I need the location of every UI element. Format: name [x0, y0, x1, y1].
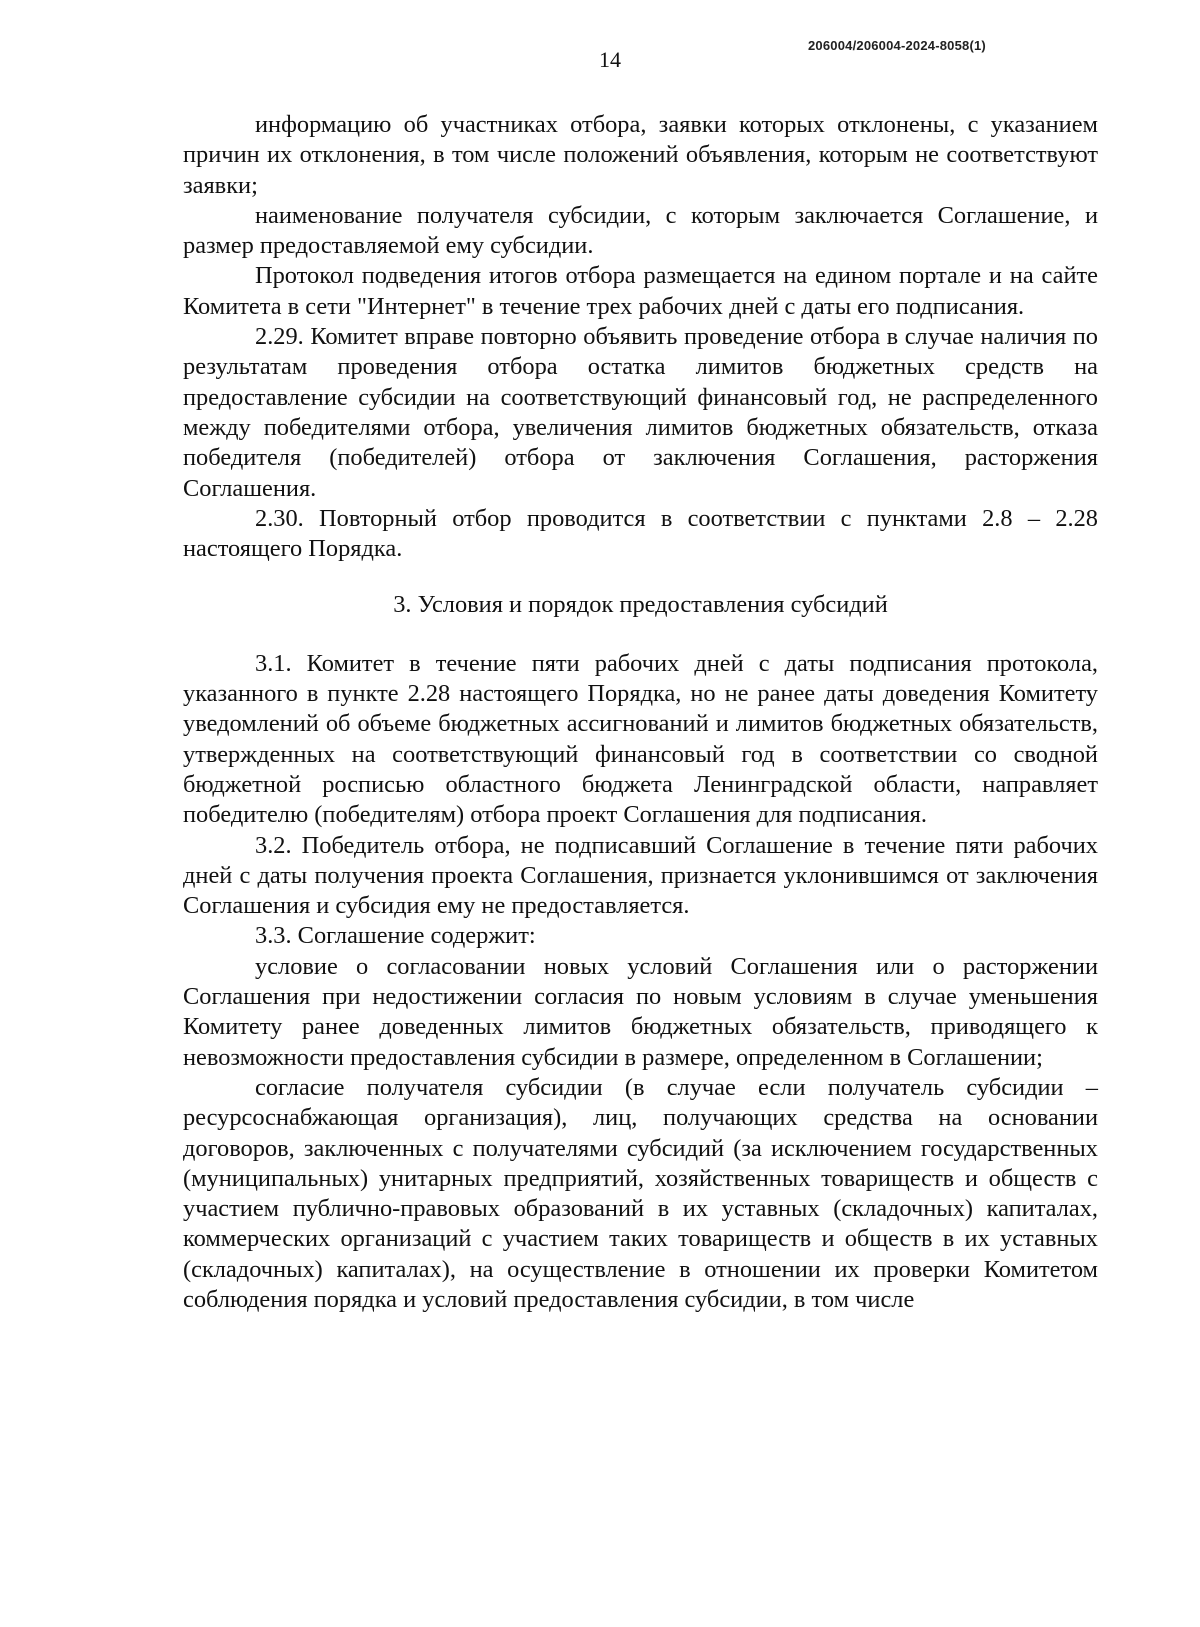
paragraph: 3.3. Соглашение содержит:: [255, 922, 536, 950]
paragraph: 3.2. Победитель отбора, не подписавший Соглашение в течение пяти рабочих дней с даты получения проекта Соглашения, признается уклонившимся от заключения Соглашения и субсидия ему не предоставляется.: [183, 831, 1098, 920]
paragraph: Протокол подведения итогов отбора размещается на едином портале и на сайте Комитета в сети "Интернет" в течение трех рабочих дней с даты его подписания.: [183, 262, 1098, 320]
document-body: [183, 110, 1098, 1315]
paragraph: условие о согласовании новых условий Соглашения или о расторжении Соглашения при недостижении согласия по новым условиям в случае уменьшения Комитету ранее доведенных лимитов бюджетных обязательств, приводящего к невозможности предоставления субсидии в размере, определенном в Соглашении;: [183, 952, 1098, 1071]
paragraph: согласие получателя субсидии (в случае если получатель субсидии – ресурсоснабжающая организация), лиц, получающих средства на основании договоров, заключенных с получателями субсидий (за исключением государственных (муниципальных) унитарных предприятий, хозяйственных товариществ и обществ с участием публично-правовых образований в их уставных (складочных) капиталах, коммерческих организаций с участием таких товариществ и обществ в их уставных (складочных) капиталах), на осуществление в отношении их проверки Комитетом соблюдения порядка и условий предоставления субсидии, в том числе: [183, 1073, 1098, 1313]
section-heading: 3. Условия и порядок предоставления субсидий: [393, 591, 888, 619]
paragraph: 2.29. Комитет вправе повторно объявить проведение отбора в случае наличия по результатам проведения отбора остатка лимитов бюджетных средств на предоставление субсидии на соответствующий финансовый год, не распределенного между победителями отбора, увеличения лимитов бюджетных обязательств, отказа победителя (победителей) отбора от заключения Соглашения, расторжения Соглашения.: [183, 323, 1098, 502]
paragraph: наименование получателя субсидии, с которым заключается Соглашение, и размер предоставляемой ему субсидии.: [183, 201, 1098, 260]
page-number: 14: [599, 47, 621, 72]
paragraph: 3.1. Комитет в течение пяти рабочих дней с даты подписания протокола, указанного в пункте 2.28 настоящего Порядка, но не ранее даты доведения Комитету уведомлений об объеме бюджетных ассигнований и лимитов бюджетных обязательств, утвержденных на соответствующий финансовый год в соответствии со сводной бюджетной росписью областного бюджета Ленинградской области, направляет победителю (победителям) отбора проект Соглашения для подписания.: [183, 649, 1098, 829]
document-id: 206004/206004-2024-8058(1): [808, 38, 986, 53]
paragraph: 2.30. Повторный отбор проводится в соответствии с пунктами 2.8 – 2.28 настоящего Порядка.: [183, 504, 1098, 563]
paragraph: информацию об участниках отбора, заявки которых отклонены, с указанием причин их отклонения, в том числе положений объявления, которым не соответствуют заявки;: [183, 111, 1098, 199]
